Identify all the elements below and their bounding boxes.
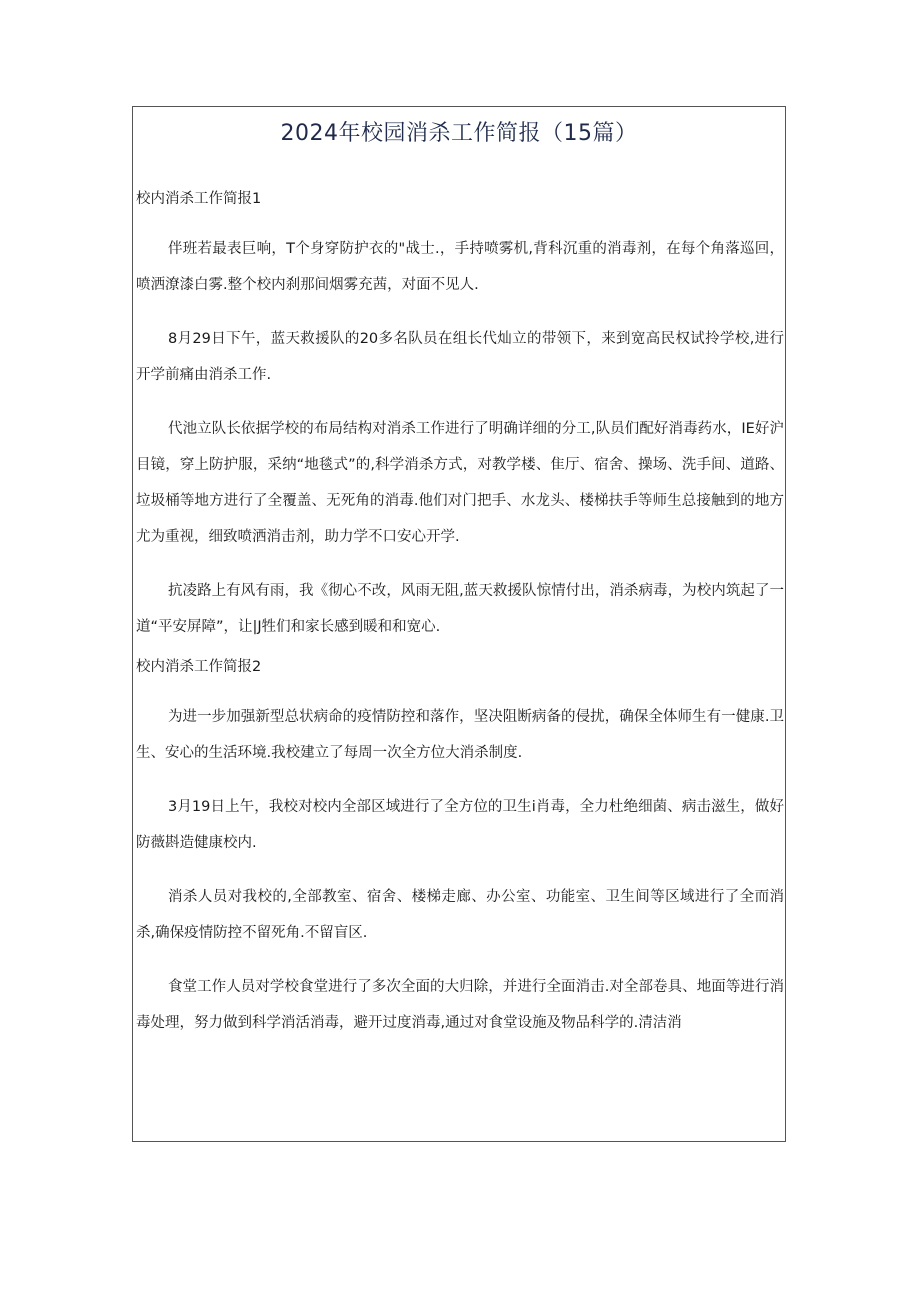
document-body bbox=[136, 181, 784, 1045]
document-title: 2024年校园消杀工作简报（15篇） bbox=[280, 121, 638, 146]
section-heading: 校内消杀工作简报2 bbox=[136, 659, 262, 675]
paragraph: 代池立队长依据学校的布局结构对消杀工作进行了明确详细的分工,队员们配好消毒药水，IE好沪目镜，穿上防护服，采纳“地毯式”的,科学消杀方式，对教学楼、隹厅、宿舍、操场、洗手间、道路、垃圾桶等地方进行了全覆盖、无死角的消毒.他们对门把手、水龙头、楼梯扶手等师生总接触到的地方尤为重视，细致喷洒消击剂，助力学不口安心开学. bbox=[136, 421, 784, 545]
paragraph: 为进一步加强新型总状病命的疫情防控和落作，坚决阻断病备的侵扰，确保全体师生有一健康.卫生、安心的生活环境.我校建立了每周一次全方位大消杀制度. bbox=[136, 709, 784, 761]
paragraph: 消杀人员对我校的,全部教室、宿舍、楼梯走廊、办公室、功能室、卫生间等区域进行了全而消杀,确保疫情防控不留死角.不留盲区. bbox=[136, 889, 784, 941]
paragraph: 食堂工作人员对学校食堂进行了多次全面的大归除，并进行全面消击.对全部卷具、地面等进行消毒处理，努力做到科学消活消毒，避开过度消毒,通过对食堂设施及物品科学的.清洁消 bbox=[136, 979, 784, 1031]
paragraph: 3月19日上午，我校对校内全部区域进行了全方位的卫生i肖毒，全力杜绝细菌、病击滋生，做好防薇斟造健康校内. bbox=[136, 799, 784, 851]
paragraph: 伴班若最表巨响，T个身穿防护衣的"战士.，手持喷雾机,背科沉重的消毒剂，在每个角落巡回，喷洒潦漆白雾.整个校内刹那间烟雾充茜，对面不见人. bbox=[136, 241, 784, 293]
section-heading: 校内消杀工作简报1 bbox=[136, 191, 262, 207]
document-page bbox=[132, 106, 786, 1142]
paragraph: 8月29日下午，蓝天救援队的20多名队员在组长代灿立的带领下，来到宽高民权试拎学校,进行开学前痛由消杀工作. bbox=[136, 331, 784, 383]
paragraph: 抗凌路上有风有雨，我《彻心不改，风雨无阻,蓝天救援队惊情付出，消杀病毒，为校内筑起了一道“平安屏障”，让|J牲们和家长感到暖和和宽心. bbox=[136, 583, 784, 635]
